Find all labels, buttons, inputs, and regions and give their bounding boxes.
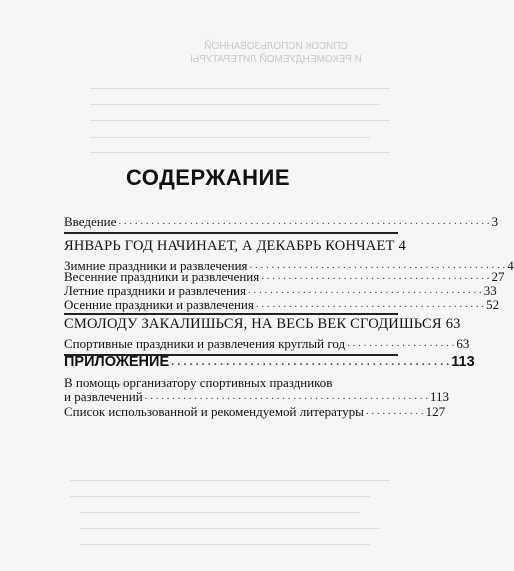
page-number: 127	[425, 404, 446, 419]
toc-entry-label: Зимние праздники и развлечения	[64, 258, 248, 273]
section-rule	[64, 232, 398, 234]
page-number: 4	[398, 238, 407, 254]
page-number: 27	[491, 269, 505, 284]
page-number: 4	[507, 258, 514, 273]
page-title: СОДЕРЖАНИЕ	[125, 165, 291, 190]
show-through-line	[90, 104, 380, 105]
toc-entry-label: Летние праздники и развлечения	[64, 283, 247, 298]
dot-leader: . . . . . . . . . . . . . . . . . . . . . . . . . . . . . . . . . . . . . . . . . . .	[248, 284, 482, 296]
toc-entry-label: Спортивные праздники и развлечения круглый год	[64, 336, 346, 351]
page-number: 113	[429, 389, 449, 404]
toc-section-label: ЯНВАРЬ ГОД НАЧИНАЕТ, А ДЕКАБРЬ КОНЧАЕТ	[64, 238, 395, 254]
toc-section-january[interactable]	[64, 238, 407, 254]
toc-entry-sports[interactable]	[64, 336, 470, 351]
toc-section-appendix[interactable]	[64, 354, 475, 370]
dot-leader: . . . . . . . . . . .	[365, 405, 424, 417]
toc-entry-label: Список использованной и рекомендуемой литературы	[64, 404, 364, 419]
page-number: 33	[483, 283, 497, 298]
toc-entry-summer[interactable]	[64, 283, 497, 298]
dot-leader: . . . . . . . . . . . . . . . . . . . . . . . . . . . . . . . . . . . . . . . . . .	[261, 270, 490, 282]
toc-entry-label: Введение	[64, 214, 117, 229]
show-through-line	[90, 120, 390, 121]
toc-entry-spring[interactable]	[64, 269, 505, 284]
toc-entry-label: Весенние праздники и развлечения	[64, 269, 260, 284]
toc-section-label: СМОЛОДУ ЗАКАЛИШЬСЯ, НА ВЕСЬ ВЕК СГОДИШЬСЯ	[64, 316, 442, 332]
toc-entry-label: Осенние праздники и развлечения	[64, 297, 254, 312]
toc-entry-intro[interactable]	[64, 214, 499, 229]
show-through-line	[80, 528, 380, 529]
show-through-line	[90, 137, 370, 138]
show-through-line	[90, 88, 390, 89]
page-number: 63	[456, 336, 470, 351]
toc-entry-helper[interactable]	[64, 389, 449, 404]
section-rule	[64, 313, 398, 315]
toc-entry-label: и развлечений	[64, 389, 143, 404]
page-number: 3	[491, 214, 499, 229]
toc-entry-helper-first-line[interactable]: В помощь организатору спортивных праздников	[64, 375, 333, 390]
page-number: 63	[445, 316, 461, 332]
dot-leader: . . . . . . . . . . . . . . . . . . . . . . . . . . . . . . . . . . . . . . . . . . . . . . .	[249, 259, 506, 271]
toc-entry-references[interactable]	[64, 404, 446, 419]
show-through-line	[80, 512, 360, 513]
toc-section-sport[interactable]	[64, 316, 461, 332]
dot-leader: . . . . . . . . . . . . . . . . . . . . . . . . . . . . . . . . . . . . . . . . . . . . . . . . . . . . . . . . . . . . . . . . . . . .	[118, 215, 490, 227]
toc-section-label: ПРИЛОЖЕНИЕ	[64, 354, 170, 370]
toc-entry-autumn[interactable]	[64, 297, 500, 312]
show-through-line	[70, 480, 390, 481]
dot-leader: . . . . . . . . . . . . . . . . . . . . . . . . . . . . . . . . . . . . . . . . . .	[255, 298, 485, 310]
dot-leader: . . . . . . . . . . . . . . . . . . . .	[347, 337, 455, 349]
dot-leader: . . . . . . . . . . . . . . . . . . . . . . . . . . . . . . . . . . . . . . . . . . . . . .	[171, 356, 450, 368]
show-through-line	[80, 544, 370, 545]
show-through-text: СПИСОК ИСПОЛЬЗОВАННОЙ И РЕКОМЕНДУЕМОЙ ЛИТЕРАТУРЫ	[190, 41, 362, 65]
show-through-line	[90, 152, 390, 153]
page-number: 113	[451, 354, 475, 370]
show-through-line	[70, 496, 370, 497]
dot-leader: . . . . . . . . . . . . . . . . . . . . . . . . . . . . . . . . . . . . . . . . . . . . . . . . . . . .	[144, 390, 428, 402]
page-number: 52	[486, 297, 500, 312]
